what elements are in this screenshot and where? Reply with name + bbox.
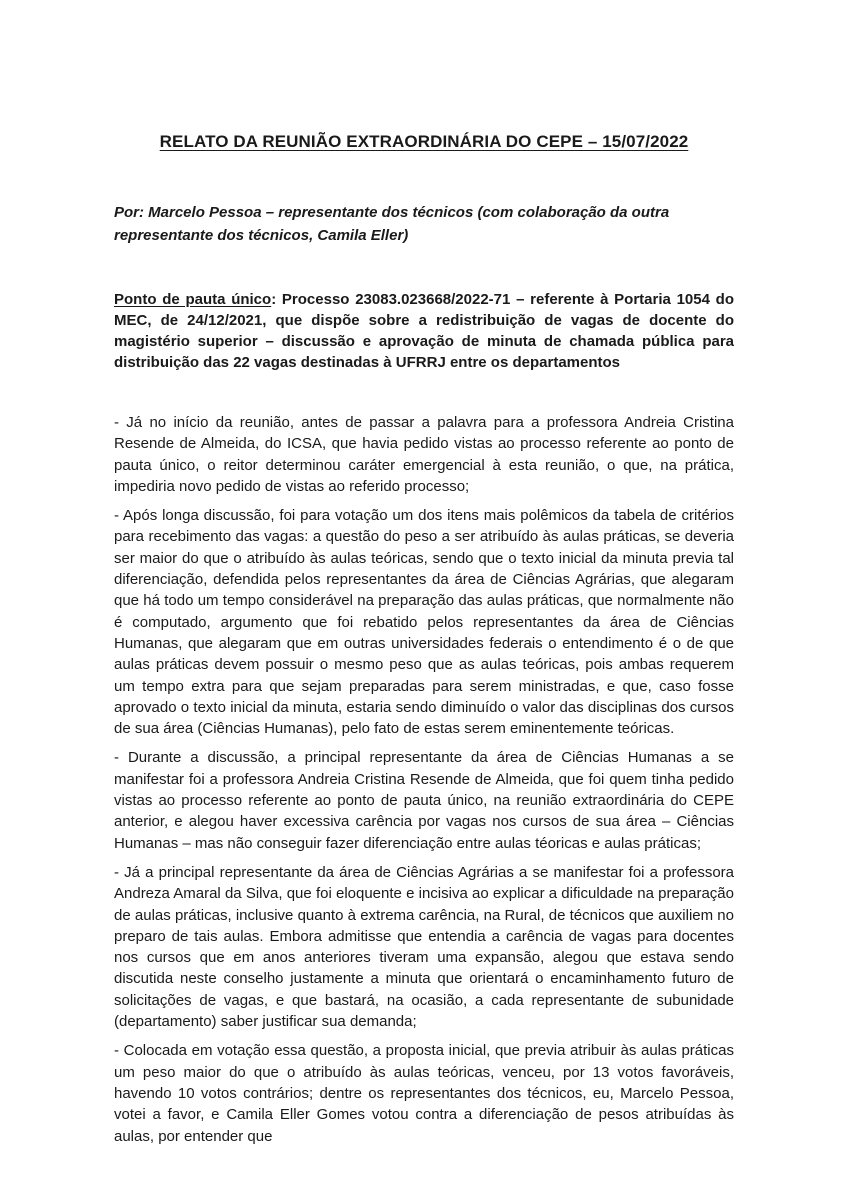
body-paragraph-5: - Colocada em votação essa questão, a proposta inicial, que previa atribuir às aulas práticas um peso maior do que o atribuído às aulas teóricas, venceu, por 13 votos favoráveis, havendo 10 votos contrários; dentre os representantes dos técnicos, eu, Marcelo Pessoa, votei a favor, e Camila Eller Gomes votou contra a diferenciação de pesos atribuídas às aulas, por entender que <box>114 1042 734 1145</box>
document-title: RELATO DA REUNIÃO EXTRAORDINÁRIA DO CEPE – 15/07/2022 <box>159 132 689 151</box>
agenda-paragraph <box>114 289 734 373</box>
body-paragraph-4: - Já a principal representante da área de Ciências Agrárias a se manifestar foi a professora Andreza Amaral da Silva, que foi eloquente e incisiva ao explicar a dificuldade na preparação de aulas práticas, inclusive quanto à extrema carência, na Rural, de técnicos que auxiliem no preparo de tais aulas. Embora admitisse que entendia a carência de vagas para docentes nos cursos que em anos anteriores tiveram uma expansão, alegou que estava sendo discutida neste conselho justamente a minuta que orientará o encaminhamento futuro de solicitações de vagas, e que bastará, na ocasião, a cada representante de subunidade (departamento) saber justificar sua demanda; <box>114 863 734 1031</box>
agenda-label: Ponto de pauta único <box>114 291 272 308</box>
body-paragraph-1: - Já no início da reunião, antes de passar a palavra para a professora Andreia Cristina Resende de Almeida, do ICSA, que havia pedido vistas ao processo referente ao ponto de pauta único, o reitor determinou caráter emergencial à esta reunião, o que, na prática, impediria novo pedido de vistas ao referido processo; <box>114 414 734 495</box>
body-paragraph-2: - Após longa discussão, foi para votação um dos itens mais polêmicos da tabela de critérios para recebimento das vagas: a questão do peso a ser atribuído às aulas práticas, se deveria ser maior do que o atribuído às aulas teóricas, sendo que o texto inicial da minuta previa tal diferenciação, defendida pelos representantes da área de Ciências Agrárias, que alegaram que há todo um tempo considerável na preparação das aulas práticas, que normalmente não é computado, argumento que foi rebatido pelos representantes da área de Ciências Humanas, que alegaram que em outras universidades federais o entendimento é o de que aulas práticas devem possuir o mesmo peso que as aulas teóricas, pois ambas requerem um tempo extra para que sejam preparadas para serem ministradas, e que, caso fosse aprovado o texto inicial da minuta, estaria sendo diminuído o valor das disciplinas dos cursos de sua área (Ciências Humanas), pelo fato de estas serem eminentemente teóricas. <box>114 507 734 738</box>
agenda-text: : Processo 23083.023668/2022-71 – referente à Portaria 1054 do MEC, de 24/12/2021, que dispõe sobre a redistribuição de vagas de docente do magistério superior – discussão e aprovação de minuta de chamada pública para distribuição das 22 vagas destinadas à UFRRJ entre os departamentos <box>114 291 735 371</box>
body-paragraph-3: - Durante a discussão, a principal representante da área de Ciências Humanas a se manifestar foi a professora Andreia Cristina Resende de Almeida, que foi quem tinha pedido vistas ao processo referente ao ponto de pauta único, na reunião extraordinária do CEPE anterior, e alegou haver excessiva carência por vagas nos cursos de sua área – Ciências Humanas – mas não conseguir fazer diferenciação entre aulas téoricas e aulas práticas; <box>114 749 734 852</box>
byline: Por: Marcelo Pessoa – representante dos técnicos (com colaboração da outra representante dos técnicos, Camila Eller) <box>114 204 670 244</box>
